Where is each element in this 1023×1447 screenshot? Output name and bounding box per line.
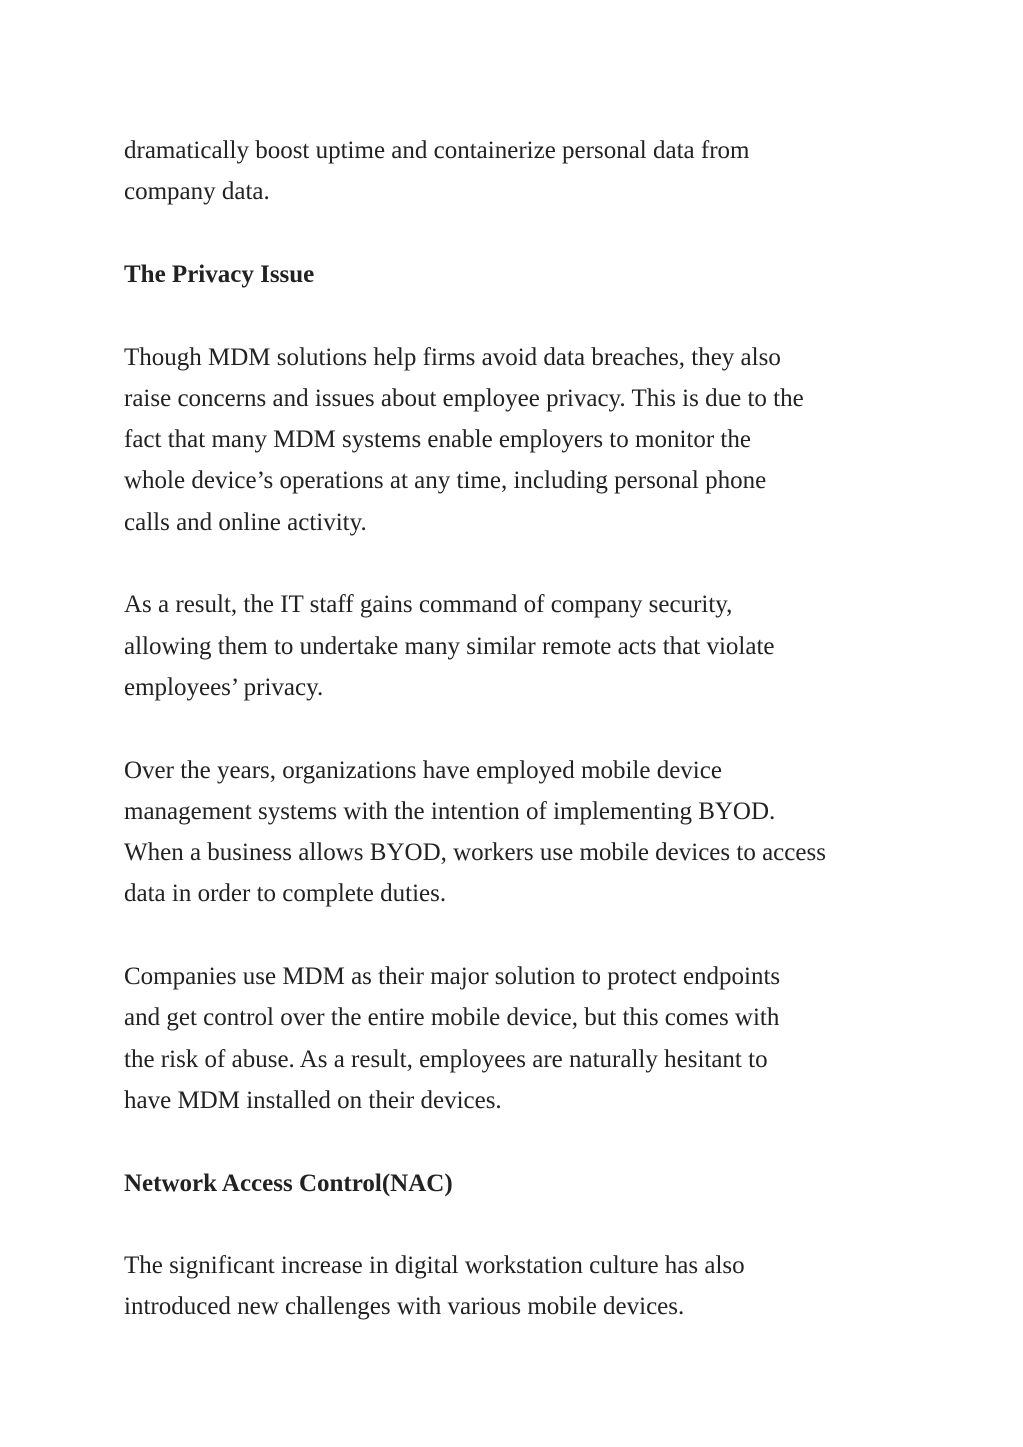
text-line: calls and online activity. [124, 508, 367, 536]
text-line: whole device’s operations at any time, including personal phone [124, 467, 767, 495]
text-line: and get control over the entire mobile device, but this comes with [124, 1004, 780, 1032]
text-line: company data. [124, 178, 270, 206]
text-line: Companies use MDM as their major solution to protect endpoints [124, 963, 781, 990]
paragraph-digital-workstation [124, 1245, 924, 1328]
text-line: The significant increase in digital workstation culture has also [124, 1252, 745, 1279]
paragraph-byod [124, 750, 924, 915]
paragraph-mdm-abuse-risk [124, 956, 924, 1121]
text-line: introduced new challenges with various mobile devices. [124, 1293, 685, 1321]
text-line: fact that many MDM systems enable employers to monitor the [124, 426, 751, 454]
heading-text: Network Access Control(NAC) [124, 1169, 453, 1197]
paragraph-it-staff-control [124, 584, 924, 708]
text-line: data in order to complete duties. [124, 880, 447, 908]
paragraph-privacy-concerns [124, 337, 924, 543]
heading-text: The Privacy Issue [124, 260, 315, 288]
text-line: allowing them to undertake many similar remote acts that violate [124, 632, 775, 660]
text-line: raise concerns and issues about employee privacy. This is due to the [124, 384, 804, 412]
heading-network-access-control [124, 1163, 924, 1204]
text-line: As a result, the IT staff gains command of company security, [124, 591, 733, 619]
heading-privacy-issue [124, 254, 924, 295]
text-line: have MDM installed on their devices. [124, 1086, 502, 1114]
text-line: dramatically boost uptime and containerize personal data from [124, 137, 750, 164]
text-line: Over the years, organizations have employed mobile device [124, 756, 722, 784]
text-line: the risk of abuse. As a result, employees are naturally hesitant to [124, 1045, 768, 1073]
text-line: When a business allows BYOD, workers use mobile devices to access [124, 839, 826, 867]
text-line: Though MDM solutions help firms avoid data breaches, they also [124, 343, 781, 371]
paragraph-intro-continuation [124, 130, 924, 213]
text-line: employees’ privacy. [124, 673, 324, 701]
text-line: management systems with the intention of implementing BYOD. [124, 797, 776, 825]
